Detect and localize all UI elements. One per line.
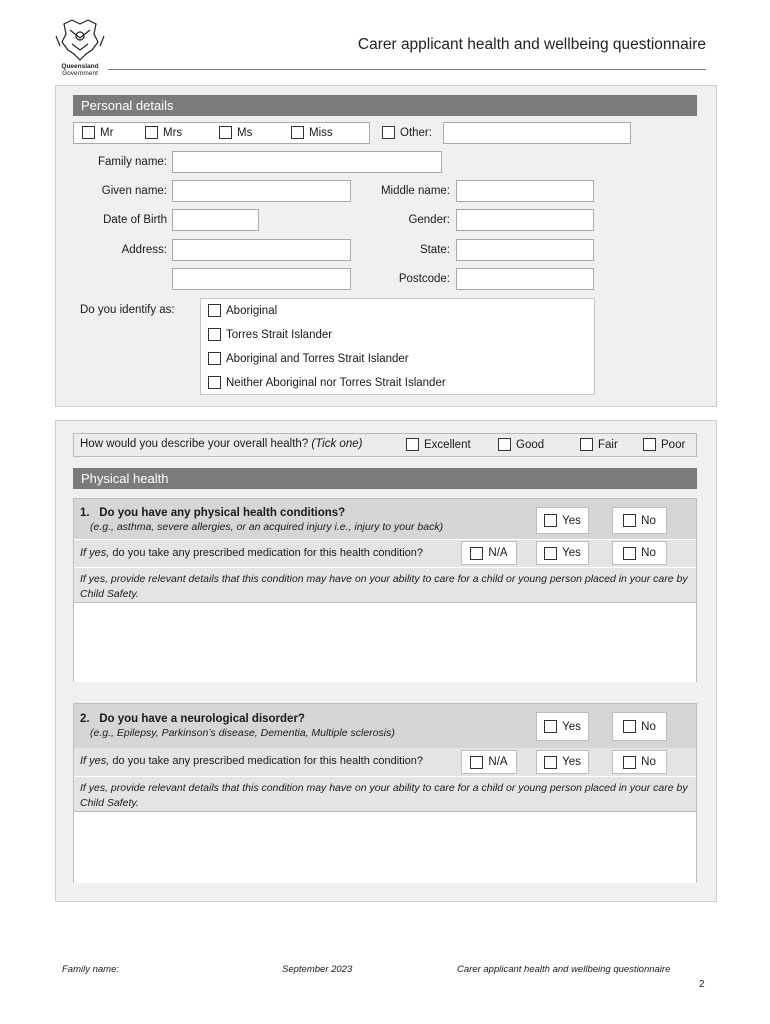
middle-name-input[interactable] <box>456 180 594 202</box>
dob-input[interactable] <box>172 209 259 231</box>
identify-option-neither[interactable]: Neither Aboriginal nor Torres Strait Islander <box>208 376 446 389</box>
title-divider <box>108 69 706 70</box>
svg-text:Queensland: Queensland <box>61 63 99 70</box>
checkbox[interactable] <box>623 547 636 560</box>
question-2-detail-input[interactable] <box>74 811 696 883</box>
checkbox[interactable] <box>623 720 636 733</box>
page-number: 2 <box>699 979 705 990</box>
given-name-input[interactable] <box>172 180 351 202</box>
question-1-medication-na[interactable]: N/A <box>461 541 517 565</box>
postcode-input[interactable] <box>456 268 594 290</box>
checkbox[interactable] <box>208 304 221 317</box>
svg-text:Government: Government <box>62 70 98 77</box>
footer-family-name: Family name: <box>62 964 120 975</box>
identify-option-aboriginal[interactable]: Aboriginal <box>208 304 277 317</box>
checkbox[interactable] <box>382 126 395 139</box>
overall-health-fair[interactable]: Fair <box>580 438 618 451</box>
question-2-medication-yes[interactable]: Yes <box>536 750 589 774</box>
question-2-detail-label: If yes, provide relevant details that this condition may have on your ability to care for a child or young person placed in your care by Child Safety. <box>80 782 688 809</box>
identify-label: Do you identify as: <box>80 304 175 316</box>
question-2-yes[interactable]: Yes <box>536 712 589 741</box>
footer-date: September 2023 <box>282 964 353 975</box>
question-1-detail-label: If yes, provide relevant details that this condition may have on your ability to care for a child or young person placed in your care by Child Safety. <box>80 573 688 600</box>
checkbox[interactable] <box>623 756 636 769</box>
checkbox[interactable] <box>291 126 304 139</box>
checkbox[interactable] <box>470 756 483 769</box>
title-option-other[interactable]: Other: <box>382 126 432 139</box>
question-2-medication-text: If yes, do you take any prescribed medication for this health condition? <box>80 755 424 767</box>
address-line2-input[interactable] <box>172 268 351 290</box>
state-input[interactable] <box>456 239 594 261</box>
gender-label: Gender: <box>408 214 450 226</box>
given-name-label: Given name: <box>101 185 167 197</box>
middle-name-label: Middle name: <box>380 185 450 197</box>
address-label: Address: <box>121 244 167 256</box>
title-option-mr[interactable]: Mr <box>82 126 113 139</box>
checkbox[interactable] <box>208 328 221 341</box>
checkbox[interactable] <box>643 438 656 451</box>
checkbox[interactable] <box>544 514 557 527</box>
family-name-input[interactable] <box>172 151 442 173</box>
title-option-miss[interactable]: Miss <box>291 126 333 139</box>
question-1-yes[interactable]: Yes <box>536 507 589 534</box>
overall-health-poor[interactable]: Poor <box>643 438 685 451</box>
checkbox[interactable] <box>544 756 557 769</box>
queensland-government-logo <box>52 16 108 78</box>
checkbox[interactable] <box>145 126 158 139</box>
checkbox[interactable] <box>470 547 483 560</box>
overall-health-good[interactable]: Good <box>498 438 544 451</box>
postcode-label: Postcode: <box>398 273 450 285</box>
identify-option-torres-strait[interactable]: Torres Strait Islander <box>208 328 332 341</box>
checkbox[interactable] <box>544 720 557 733</box>
dob-label: Date of Birth <box>103 214 167 226</box>
physical-health-header: Physical health <box>73 468 697 489</box>
question-1-medication-no[interactable]: No <box>612 541 667 565</box>
checkbox[interactable] <box>498 438 511 451</box>
question-1-medication-text: If yes, do you take any prescribed medication for this health condition? <box>80 547 424 559</box>
checkbox[interactable] <box>82 126 95 139</box>
question-1-text: 1. Do you have any physical health conditions? (e.g., asthma, severe allergies, or an acquired injury i.e., injury to your back) <box>80 507 444 533</box>
checkbox[interactable] <box>208 376 221 389</box>
question-1-no[interactable]: No <box>612 507 667 534</box>
question-2-no[interactable]: No <box>612 712 667 741</box>
question-1-detail-input[interactable] <box>74 602 696 682</box>
overall-health-question: How would you describe your overall health? (Tick one) <box>80 438 363 450</box>
overall-health-excellent[interactable]: Excellent <box>406 438 471 451</box>
address-line1-input[interactable] <box>172 239 351 261</box>
checkbox[interactable] <box>219 126 232 139</box>
footer-document-name: Carer applicant health and wellbeing questionnaire <box>457 964 671 975</box>
family-name-label: Family name: <box>97 156 167 168</box>
title-option-ms[interactable]: Ms <box>219 126 252 139</box>
title-option-mrs[interactable]: Mrs <box>145 126 182 139</box>
state-label: State: <box>419 244 450 256</box>
document-title: Carer applicant health and wellbeing questionnaire <box>357 36 706 53</box>
checkbox[interactable] <box>580 438 593 451</box>
question-2-text: 2. Do you have a neurological disorder? (e.g., Epilepsy, Parkinson’s disease, Dementia, Multiple sclerosis) <box>80 713 395 739</box>
checkbox[interactable] <box>544 547 557 560</box>
question-1-medication-yes[interactable]: Yes <box>536 541 589 565</box>
identify-option-both[interactable]: Aboriginal and Torres Strait Islander <box>208 352 409 365</box>
checkbox[interactable] <box>406 438 419 451</box>
checkbox[interactable] <box>623 514 636 527</box>
personal-details-header: Personal details <box>73 95 697 116</box>
checkbox[interactable] <box>208 352 221 365</box>
other-title-input[interactable] <box>443 122 631 144</box>
question-2-medication-na[interactable]: N/A <box>461 750 517 774</box>
question-2-medication-no[interactable]: No <box>612 750 667 774</box>
gender-input[interactable] <box>456 209 594 231</box>
